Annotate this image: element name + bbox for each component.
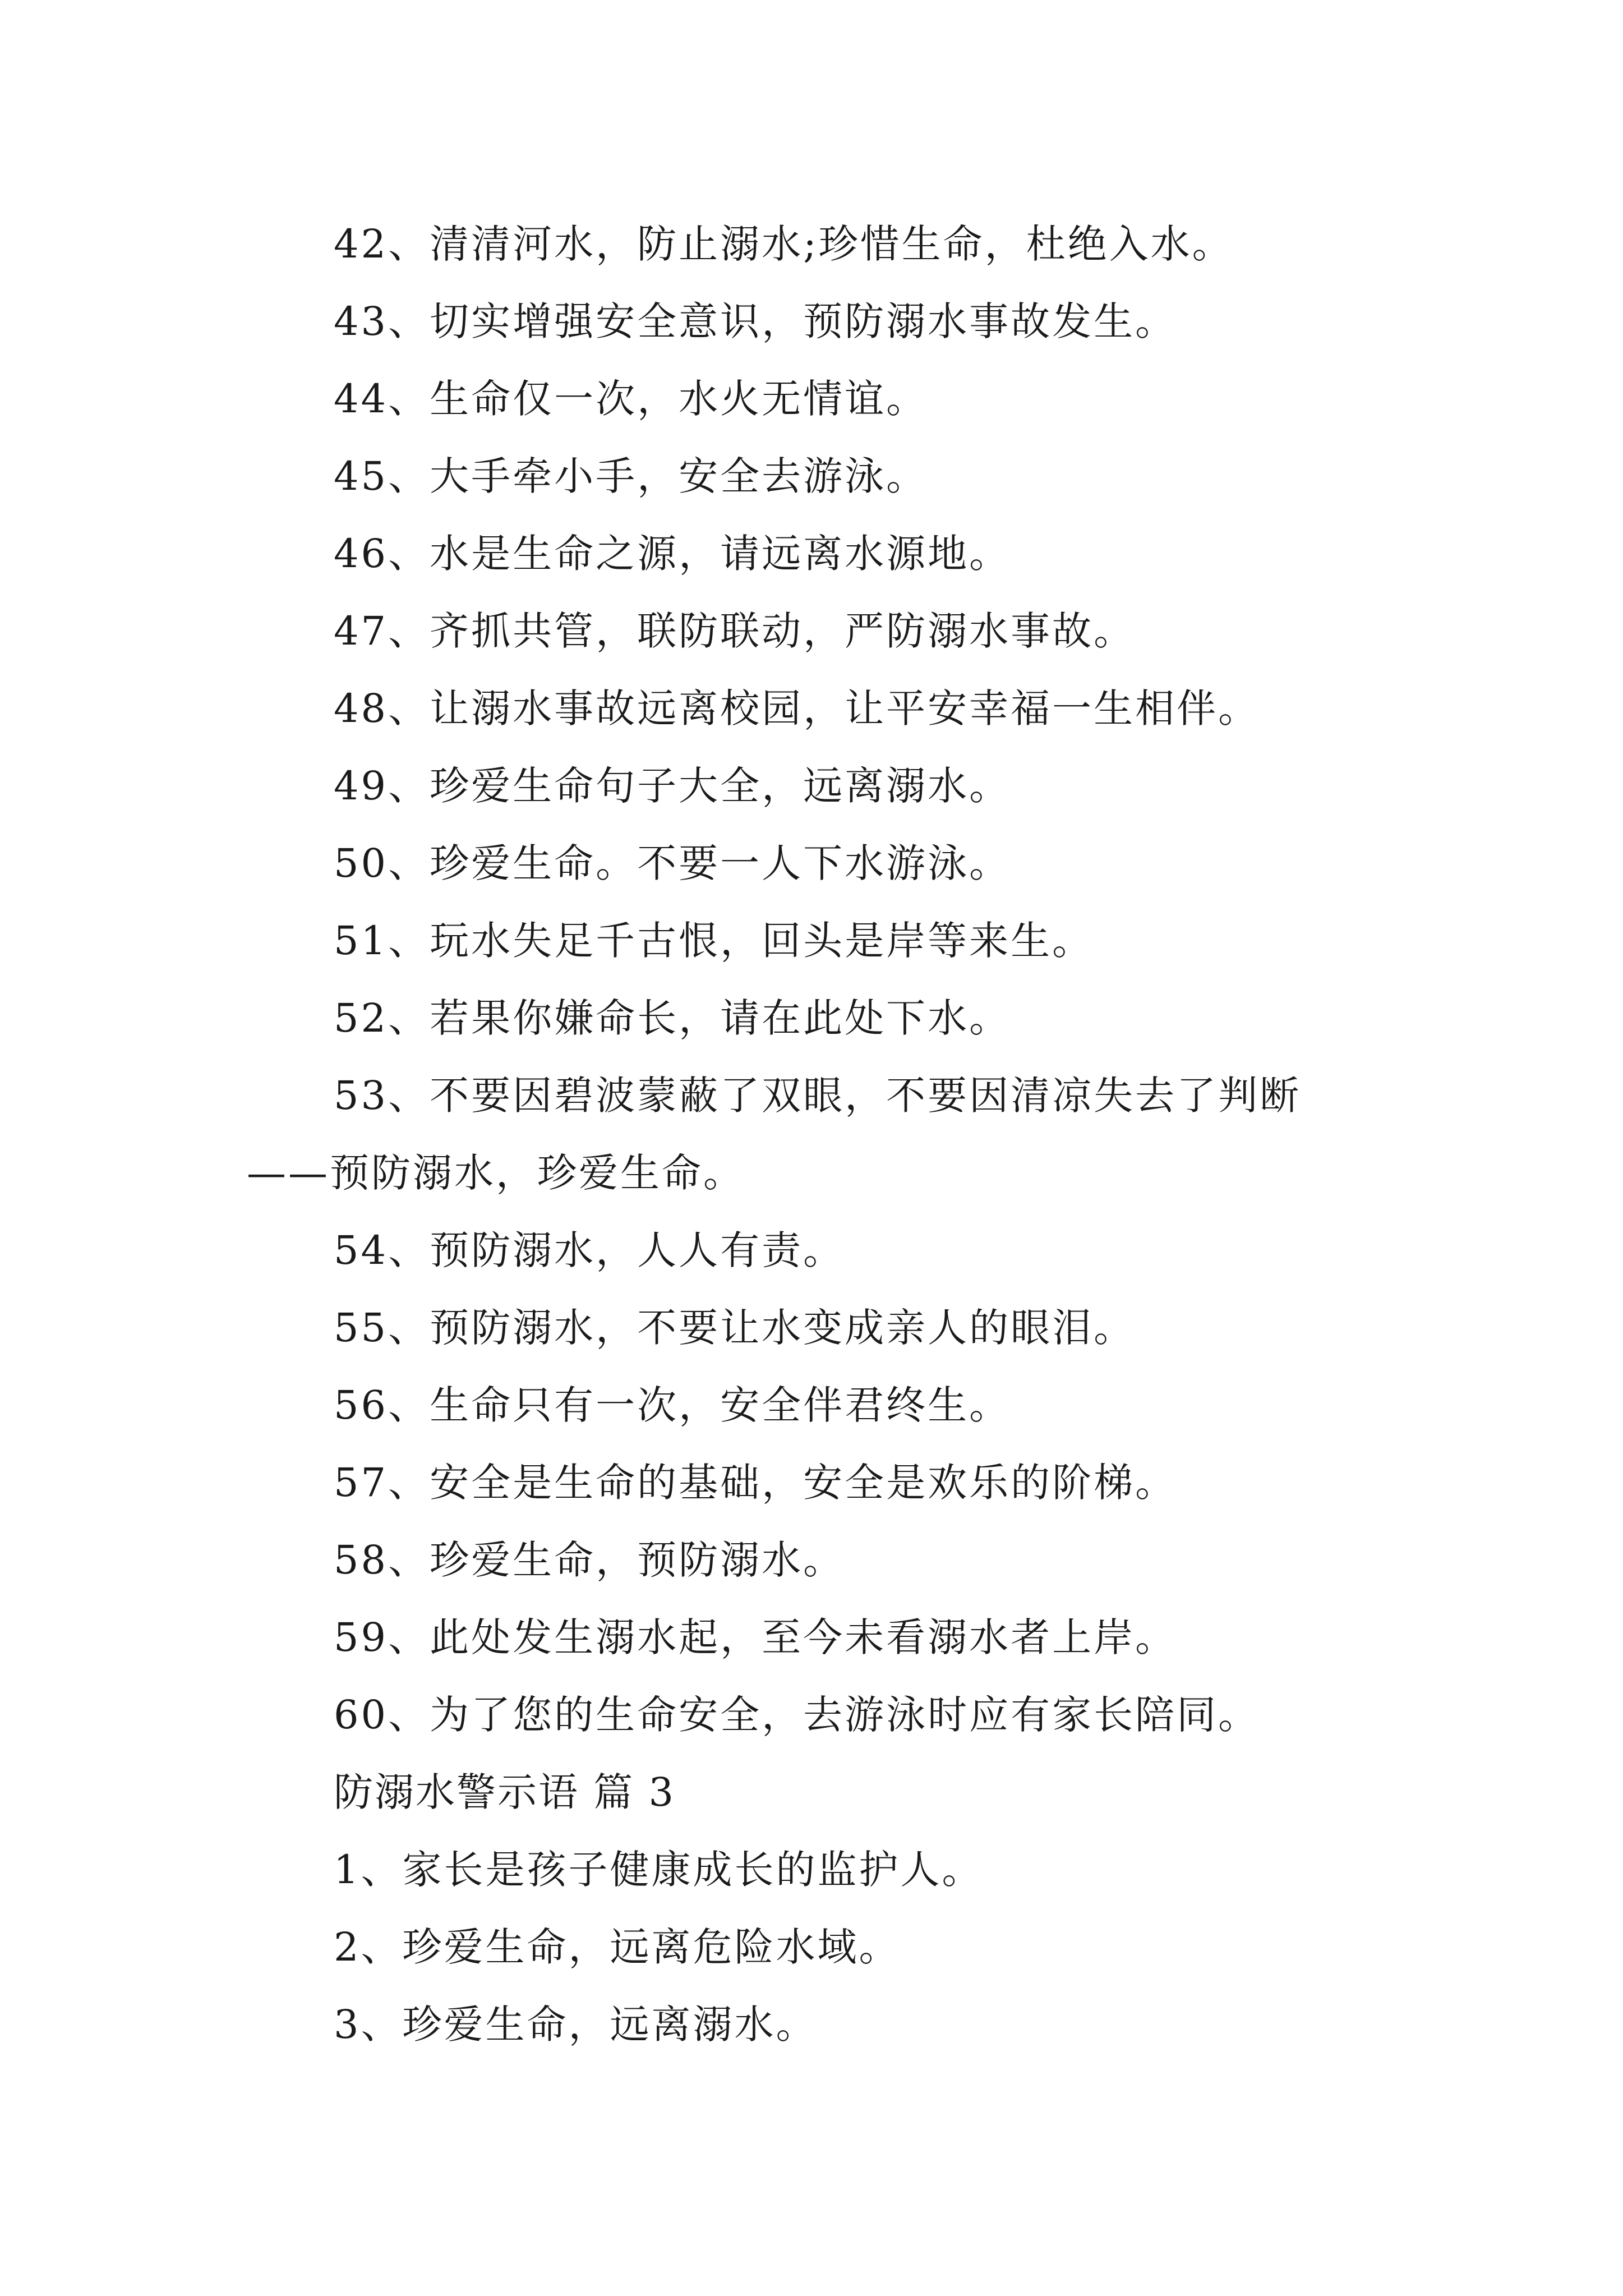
- slogan-54: 54、预防溺水，人人有责。: [334, 1227, 845, 1273]
- section-heading: 防溺水警示语 篇 3: [334, 1769, 676, 1815]
- slogan-55: 55、预防溺水，不要让水变成亲人的眼泪。: [334, 1305, 1136, 1351]
- slogan-s3-3: 3、珍爱生命，远离溺水。: [334, 2001, 818, 2047]
- slogan-43: 43、切实增强安全意识，预防溺水事故发生。: [334, 298, 1177, 344]
- slogan-s3-1: 1、家长是孩子健康成长的监护人。: [334, 1847, 984, 1893]
- slogan-s3-2: 2、珍爱生命，远离危险水域。: [334, 1924, 901, 1970]
- slogan-48: 48、让溺水事故远离校园，让平安幸福一生相伴。: [334, 685, 1260, 731]
- slogan-53-continuation: ——预防溺水，珍爱生命。: [247, 1150, 745, 1196]
- slogan-58: 58、珍爱生命，预防溺水。: [334, 1537, 845, 1583]
- slogan-44: 44、生命仅一次，水火无情谊。: [334, 376, 928, 422]
- slogan-50: 50、珍爱生命。不要一人下水游泳。: [334, 840, 1011, 886]
- slogan-57: 57、安全是生命的基础，安全是欢乐的阶梯。: [334, 1460, 1177, 1506]
- slogan-46: 46、水是生命之源，请远离水源地。: [334, 531, 1011, 577]
- slogan-45: 45、大手牵小手，安全去游泳。: [334, 453, 928, 499]
- slogan-51: 51、玩水失足千古恨，回头是岸等来生。: [334, 918, 1094, 964]
- slogan-52: 52、若果你嫌命长，请在此处下水。: [334, 995, 1011, 1041]
- slogan-53: 53、不要因碧波蒙蔽了双眼，不要因清凉失去了判断: [334, 1073, 1302, 1119]
- slogan-42: 42、清清河水，防止溺水;珍惜生命，杜绝入水。: [334, 221, 1234, 267]
- slogan-56: 56、生命只有一次，安全伴君终生。: [334, 1382, 1011, 1428]
- slogan-60: 60、为了您的生命安全，去游泳时应有家长陪同。: [334, 1692, 1260, 1738]
- slogan-47: 47、齐抓共管，联防联动，严防溺水事故。: [334, 608, 1136, 654]
- slogan-49: 49、珍爱生命句子大全，远离溺水。: [334, 763, 1011, 809]
- slogan-59: 59、此处发生溺水起，至今未看溺水者上岸。: [334, 1614, 1177, 1660]
